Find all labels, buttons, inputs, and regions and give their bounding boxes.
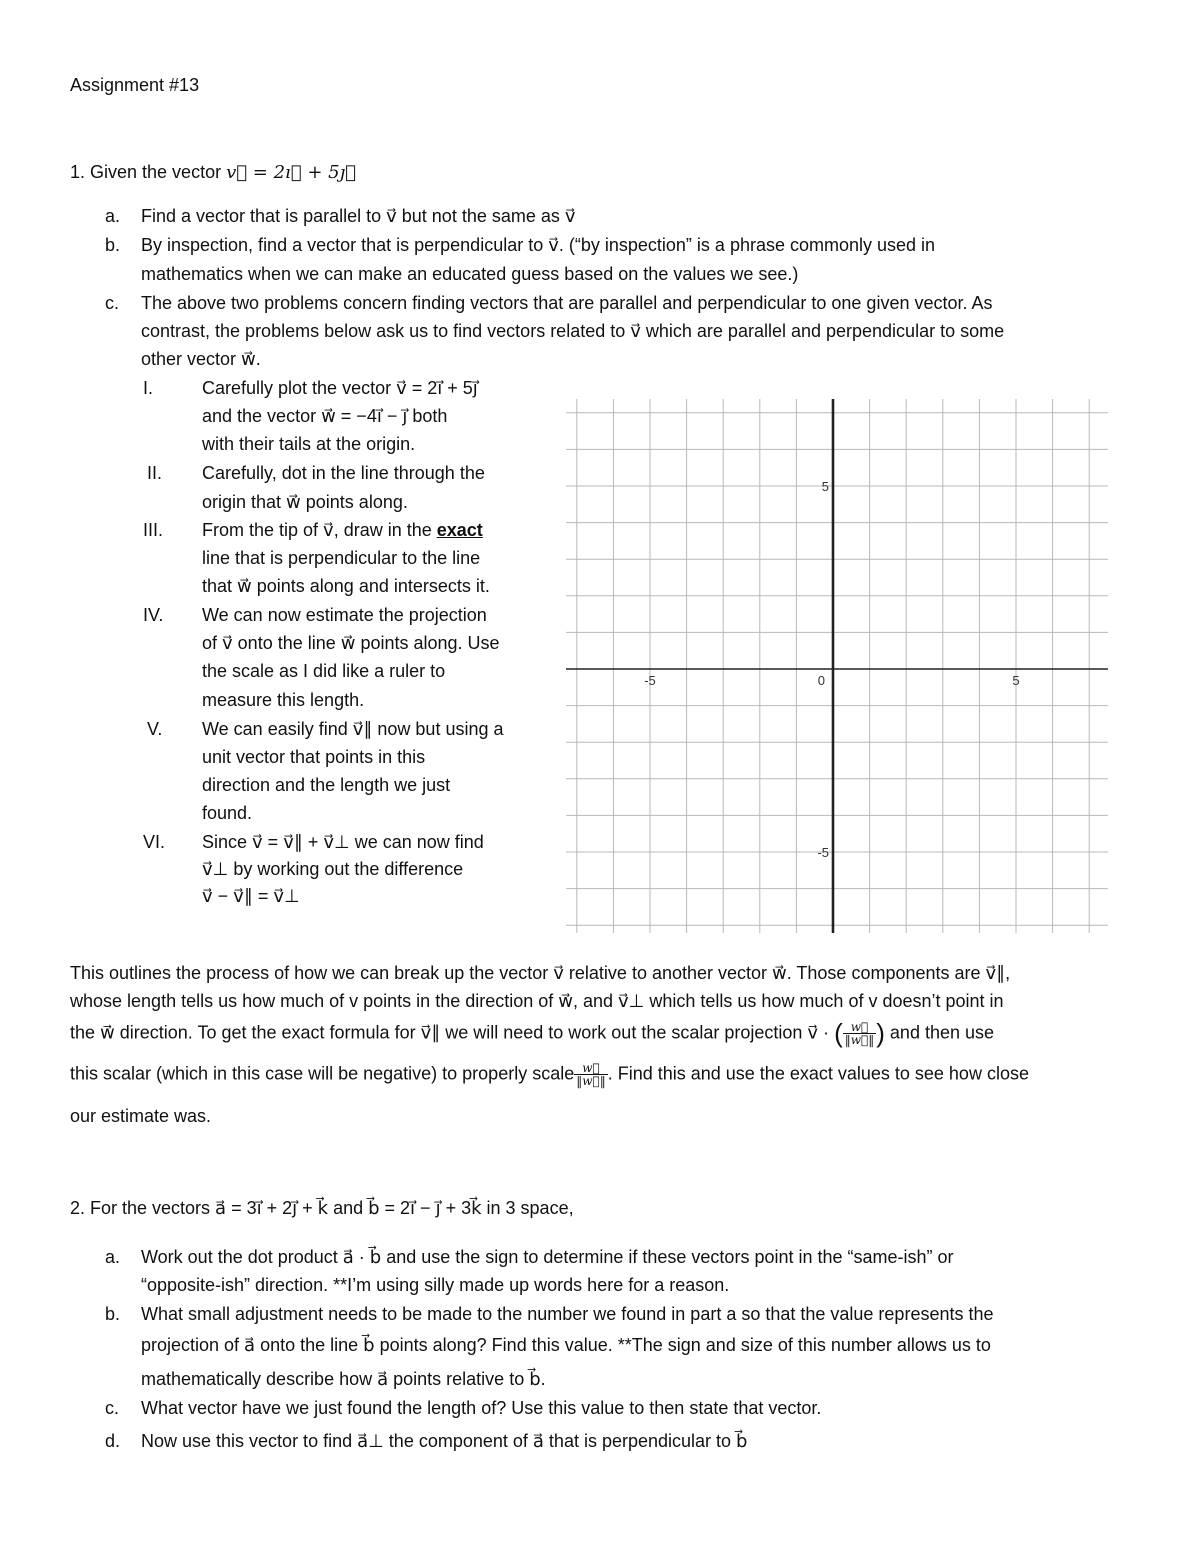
step-line: We can easily find v⃗∥ now but using a [202, 719, 504, 739]
step-line: unit vector that points in this [202, 747, 426, 767]
step-line: We can now estimate the projection [202, 605, 487, 625]
step-number: I. [143, 378, 154, 398]
q1-c-label: c. [105, 293, 120, 313]
q1-stem-math: v⃗ = 2ı⃗ + 5ȷ⃗ [226, 162, 356, 183]
para-line-2: whose length tells us how much of v points in the direction of w⃗, and v⃗⊥ which tells us how much of v doesn’t point in [70, 991, 1004, 1011]
para-line-5: our estimate was. [70, 1106, 212, 1126]
step-line: Since v⃗ = v⃗∥ + v⃗⊥ we can now find [202, 832, 484, 852]
step-line: that w⃗ points along and intersects it. [202, 576, 490, 596]
para-line-4-start: this scalar (which in this case will be negative) to properly scale [70, 1063, 575, 1084]
emphasis-word: exact [436, 520, 483, 540]
para-line-4-end: . Find this and use the exact values to see how close [607, 1063, 1029, 1084]
q1-b-line1: By inspection, find a vector that is perpendicular to v⃗. (“by inspection” is a phrase commonly used in [141, 235, 936, 255]
step-number: II. [147, 463, 163, 483]
q2-b-label: b. [105, 1304, 121, 1324]
step-number: IV. [143, 605, 164, 625]
q1-a-text: Find a vector that is parallel to v⃗ but not the same as v⃗ [141, 206, 576, 226]
unit-w-fraction [843, 1021, 876, 1046]
step-number: III. [143, 520, 164, 540]
x-tick-label-0: 0 [817, 673, 825, 688]
page-title: Assignment #13 [70, 75, 200, 95]
step-line: Carefully, dot in the line through the [202, 463, 485, 483]
step-number: V. [147, 719, 163, 739]
x-tick-label-neg5: -5 [644, 673, 656, 688]
x-tick-label-5: 5 [1012, 673, 1020, 688]
q2-stem: 2. For the vectors a⃗ = 3ı⃗ + 2ȷ⃗ + k⃗ and b⃗ = 2ı⃗ − ȷ⃗ + 3k⃗ in 3 space, [70, 1198, 574, 1218]
para-line-3-start: the w⃗ direction. To get the exact formula for v⃗∥ we will need to work out the scalar projection v⃗ · [70, 1022, 830, 1043]
step-line: and the vector w⃗ = −4ı⃗ − ȷ⃗ both [202, 406, 448, 426]
frac-denominator: ‖w⃗‖ [576, 1074, 606, 1088]
frac-denominator: ‖w⃗‖ [844, 1033, 875, 1047]
q1-b-line2: mathematics when we can make an educated guess based on the values we see.) [141, 264, 799, 284]
q1-b-label: b. [105, 235, 121, 255]
y-tick-label-neg5: -5 [817, 845, 829, 860]
step-line-with-emphasis [202, 520, 483, 541]
coordinate-grid[interactable] [566, 399, 1108, 933]
q2-a-line2: “opposite-ish” direction. **I’m using silly made up words here for a reason. [141, 1275, 730, 1295]
para-line-3-end: and then use [889, 1022, 995, 1043]
step-line: found. [202, 803, 253, 823]
y-tick-label-5: 5 [821, 479, 829, 494]
frac-numerator: w⃗ [574, 1062, 607, 1075]
step-line: line that is perpendicular to the line [202, 548, 481, 568]
step-line: measure this length. [202, 690, 365, 710]
q2-d-line1: Now use this vector to find a⃗⊥ the component of a⃗ that is perpendicular to b⃗ [141, 1431, 748, 1451]
q1-c-line1: The above two problems concern finding vectors that are parallel and perpendicular to one given vector. As [141, 293, 993, 313]
step-line: of v⃗ onto the line w⃗ points along. Use [202, 633, 500, 653]
step-line: Carefully plot the vector v⃗ = 2ı⃗ + 5ȷ⃗ [202, 378, 478, 398]
q2-c-label: c. [105, 1398, 120, 1418]
para-line-3 [70, 1018, 994, 1049]
step-line: with their tails at the origin. [202, 434, 416, 454]
q1-c-line3: other vector w⃗. [141, 349, 261, 369]
q2-c-line1: What vector have we just found the length of? Use this value to then state that vector. [141, 1398, 822, 1418]
q1-a-label: a. [105, 206, 121, 226]
q2-b-line1: What small adjustment needs to be made to the number we found in part a so that the value represents the [141, 1304, 994, 1324]
q2-a-line1: Work out the dot product a⃗ · b⃗ and use the sign to determine if these vectors point in the “same-ish” or [141, 1247, 954, 1267]
step-line: v⃗ − v⃗∥ = v⃗⊥ [202, 886, 300, 906]
q2-d-label: d. [105, 1431, 121, 1451]
step-line: the scale as I did like a ruler to [202, 661, 446, 681]
q1-c-line2: contrast, the problems below ask us to find vectors related to v⃗ which are parallel and perpendicular to some [141, 321, 1005, 341]
q1-stem [70, 162, 356, 183]
paren-left: ( [834, 1018, 843, 1048]
para-line-1: This outlines the process of how we can break up the vector v⃗ relative to another vector w⃗. Those components are v⃗∥, [70, 963, 1011, 983]
frac-numerator: w⃗ [843, 1021, 876, 1034]
unit-w-fraction-2 [574, 1062, 607, 1087]
q1-stem-text: 1. Given the vector [70, 162, 222, 182]
step-line: origin that w⃗ points along. [202, 492, 408, 512]
q2-b-line2: projection of a⃗ onto the line b⃗ points along? Find this value. **The sign and size of this number allows us to [141, 1335, 991, 1355]
step-line: v⃗⊥ by working out the difference [202, 859, 464, 879]
q2-a-label: a. [105, 1247, 121, 1267]
step-line: From the tip of v⃗, draw in the [202, 520, 432, 540]
paren-right: ) [876, 1018, 885, 1048]
step-line: direction and the length we just [202, 775, 451, 795]
q2-b-line3: mathematically describe how a⃗ points relative to b⃗. [141, 1369, 546, 1389]
step-number: VI. [143, 832, 166, 852]
para-line-4 [70, 1062, 1029, 1087]
